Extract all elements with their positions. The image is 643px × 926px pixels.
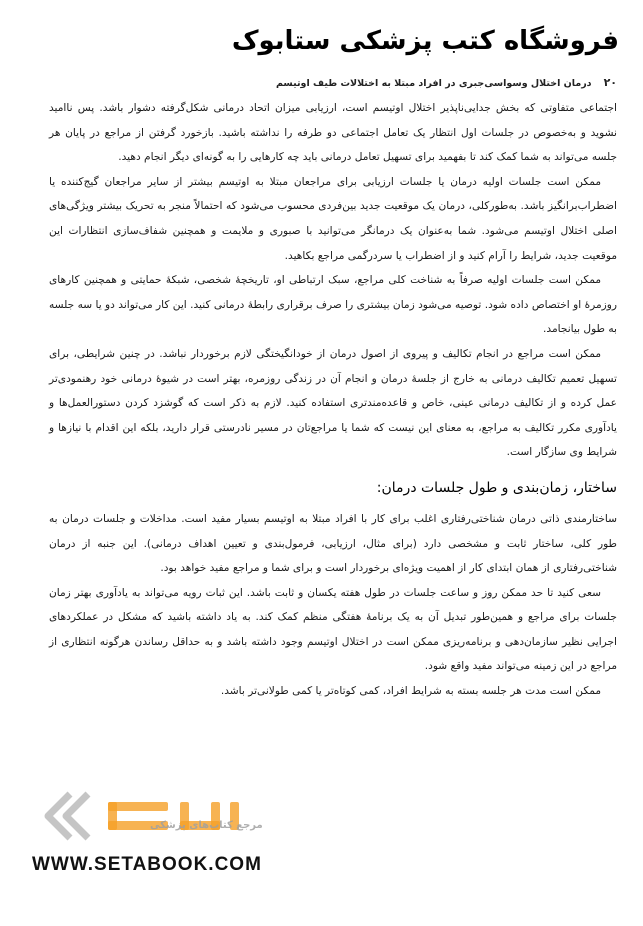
running-header — [57, 76, 617, 89]
page-number: ۲۰ — [603, 76, 617, 89]
body-text — [49, 96, 617, 704]
footer-url: WWW.SETABOOK.COM — [32, 854, 262, 875]
setabook-logo-icon — [30, 786, 270, 846]
setabook-watermark — [30, 786, 610, 846]
paragraph: ممکن است جلسات اولیه صرفاً به شناخت کلی مراجع، سبک ارتباطی او، تاریخچهٔ شخصی، شبکهٔ حمایتی و همچنین کارهای روزمرهٔ او اختصاص داده شود. توصیه می‌شود زمان بیشتری را صرف برقراری رابطهٔ درمانی کنید. این کار می‌تواند دو یا سه جلسه به طول بیانجامد. — [49, 274, 617, 336]
section-heading: ساختار، زمان‌بندی و طول جلسات درمان: — [376, 479, 617, 496]
paragraph: ممکن است مدت هر جلسه بسته به شرایط افراد، کمی کوتاه‌تر یا کمی طولانی‌تر باشد. — [220, 685, 601, 698]
paragraph: سعی کنید تا حد ممکن روز و ساعت جلسات در طول هفته یکسان و ثابت باشد. این ثبات رویه می‌تواند به یادآوری بهتر زمان جلسات برای مراجع و همین‌طور تبدیل آن به یک برنامهٔ هفتگی منظم کمک کند. به یاد داشته باشید که مشکل در عملکردهای اجرایی نظیر سازمان‌دهی و برنامه‌ریزی ممکن است در اختلال اوتیسم وجود داشته باشد و به حداقل رساندن هرگونه انتظاری از مراجع در این زمینه می‌تواند مفید واقع شود. — [49, 586, 617, 673]
running-title: درمان اختلال وسواسی‌جبری در افراد مبتلا به اختلالات طیف اوتیسم — [275, 78, 592, 89]
paragraph: ممکن است جلسات اولیه درمان یا جلسات ارزیابی برای مراجعان مبتلا به اوتیسم بیشتر از سایر مراجعان گیج‌کننده یا اضطراب‌برانگیز باشد. به‌طورکلی، درمان یک موقعیت جدید بین‌فردی محسوب می‌شود که احتمالاً منجر به تحریک بیشتر ویژگی‌های اصلی اختلال اوتیسم می‌شود. شما به‌عنوان یک درمانگر می‌توانید با صبوری و ملایمت و همچنین شفاف‌سازی انتظارات این موقعیت جدید، شرایط را آرام کنید و از اضطراب یا سردرگمی مراجع بکاهید. — [49, 175, 617, 262]
paragraph: اجتماعی متفاوتی که بخش جدایی‌ناپذیر اختلال اوتیسم است، ارزیابی میزان اتحاد درمانی شکل‌گرفته دشوار باشد. پس ناامید نشوید و به‌خصوص در جلسات اول انتظار یک تعامل اجتماعی دو طرفه را نداشته باشید. بازخورد گرفتن از مراجع در پایان هر جلسه می‌تواند به شما کمک کند تا بفهمید برای تسهیل تعامل درمانی باید چه کارهایی را به گونه‌ای دیگر انجام دهید. — [49, 102, 617, 164]
watermark-caption: مرجع کتاب‌های پزشکی — [150, 820, 263, 831]
paragraph: ممکن است مراجع در انجام تکالیف و پیروی از اصول درمان از خودانگیختگی لازم برخوردار نباشد. در چنین شرایطی، برای تسهیل تعمیم تکالیف درمانی به خارج از جلسهٔ درمان و انجام آن در زندگی روزمره، بهتر است در شیوهٔ درمانی خود رهنمودی‌تر عمل کرده و از تکالیف درمانی عینی، خاص و قاعده‌مندتری استفاده کنید. لازم به ذکر است که گوشزد کردن دستورالعمل‌ها و یادآوری مکرر تکالیف به مراجع، به معنای این نیست که شما یا مراجع‌تان در مسیر نادرستی قرار دارید، بلکه این اقدام با نیازها و شرایط وی سازگار است. — [49, 347, 617, 459]
paragraph: ساختارمندی ذاتی درمان شناختی‌رفتاری اغلب برای کار با افراد مبتلا به اوتیسم بسیار مفید است. مداخلات و جلسات درمان به طور کلی، ساختار ثابت و مشخصی دارد (برای مثال، ارزیابی، فرمول‌بندی و تعیین اهداف درمانی). این جنبه از درمان شناختی‌رفتاری از همان ابتدای کار از اهمیت ویژه‌ای برخوردار است و برای شما و مراجع مفید خواهد بود. — [49, 512, 617, 575]
site-title: فروشگاه کتب پزشکی ستابوک — [231, 26, 619, 56]
